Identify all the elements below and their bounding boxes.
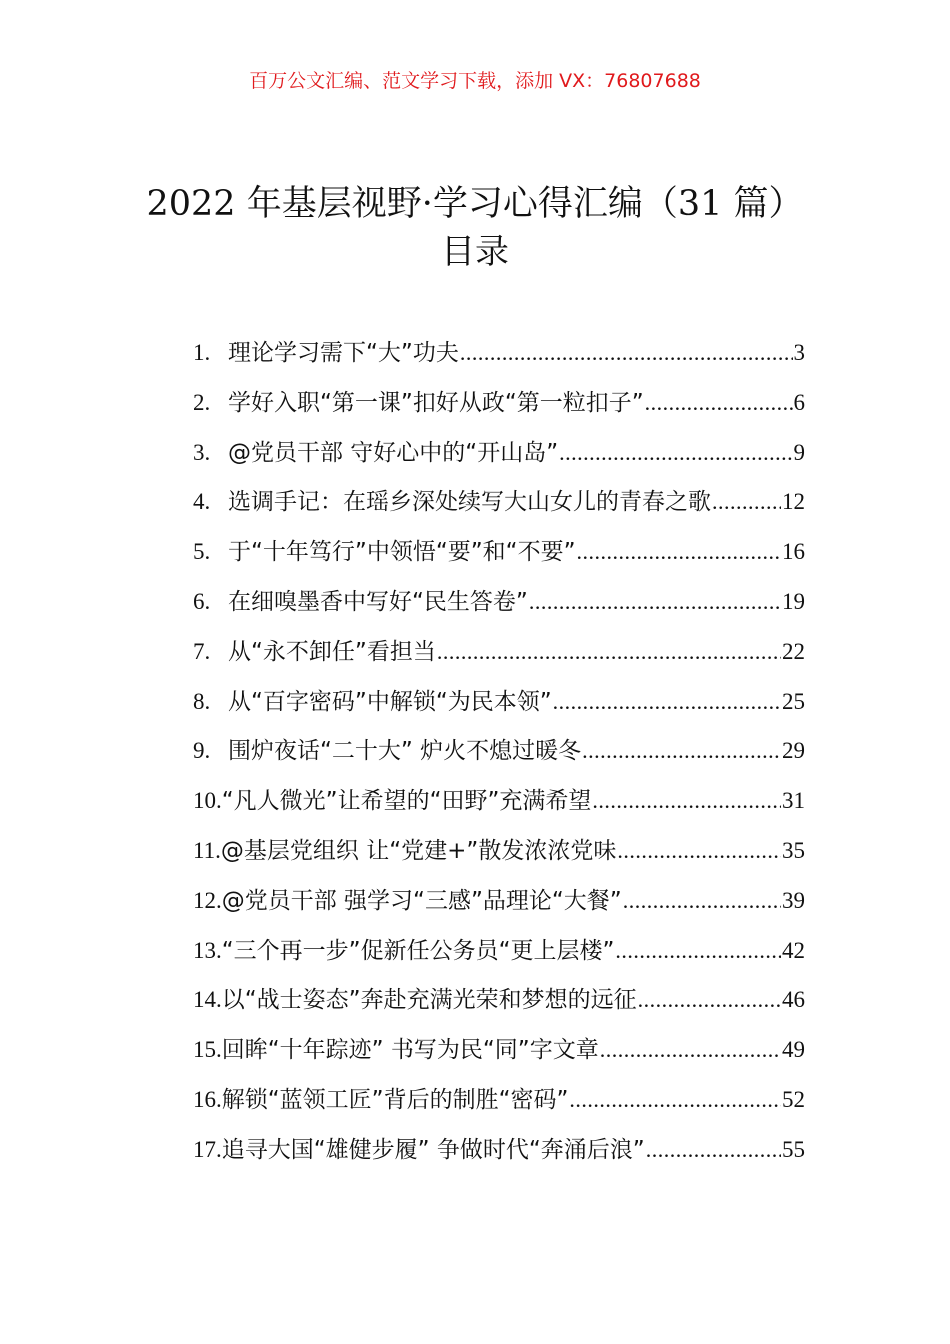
toc-dot-leader: [577, 527, 782, 577]
toc-entry[interactable]: [193, 577, 805, 627]
toc-dot-leader: [617, 826, 781, 876]
toc-entry-page-number: 25: [782, 688, 805, 714]
toc-entry-title: “凡人微光”让希望的“田野”充满希望: [221, 788, 592, 815]
toc-entry-title: @党员干部 守好心中的“开山岛”: [228, 439, 559, 466]
toc-entry-title: 围炉夜话“二十大” 炉火不熄过暖冬: [228, 738, 582, 765]
toc-entry[interactable]: [193, 1075, 805, 1125]
toc-dot-leader: [615, 926, 781, 976]
toc-entry-title: 从“永不卸任”看担当: [228, 638, 436, 665]
toc-entry-page-number: 42: [782, 937, 805, 963]
toc-dot-leader: [559, 428, 792, 478]
toc-entry-title: 追寻大国“雄健步履” 争做时代“奔涌后浪”: [221, 1136, 645, 1163]
toc-entry-title: 在细嗅墨香中写好“民生答卷”: [228, 588, 528, 615]
toc-entry-page-number: 9: [793, 439, 805, 465]
toc-entry[interactable]: [193, 826, 805, 876]
toc-entry-page-number: 52: [782, 1086, 805, 1112]
toc-dot-leader: [712, 477, 781, 527]
toc-entry-number: 5.: [193, 539, 211, 565]
toc-entry-number: 4.: [193, 489, 211, 515]
toc-entry-title: 以“战士姿态”奔赴充满光荣和梦想的远征: [221, 987, 637, 1014]
toc-dot-leader: [600, 1025, 781, 1075]
toc-entry[interactable]: [193, 975, 805, 1025]
toc-entry-number: 8.: [193, 688, 211, 714]
toc-entry-number: 7.: [193, 638, 211, 664]
toc-entry[interactable]: [193, 1125, 805, 1175]
toc-entry-page-number: 22: [782, 638, 805, 664]
toc-entry-number: 17.: [193, 1136, 222, 1162]
toc-dot-leader: [460, 328, 793, 378]
toc-entry-title: @党员干部 强学习“三感”品理论“大餐”: [221, 887, 622, 914]
toc-entry[interactable]: [193, 926, 805, 976]
toc-dot-leader: [638, 975, 781, 1025]
toc-entry-title: “三个再一步”促新任公务员“更上层楼”: [221, 937, 615, 964]
toc-entry-page-number: 3: [793, 340, 805, 365]
watermark-text: 百万公文汇编、范文学习下载，添加 VX：76807688: [249, 70, 701, 92]
toc-entry-title: 学好入职“第一课”扣好从政“第一粒扣子”: [228, 389, 644, 416]
toc-entry-title: 回眸“十年踪迹” 书写为民“同”字文章: [221, 1037, 599, 1064]
toc-entry-title: @基层党组织 让“党建+”散发浓浓党味: [220, 837, 617, 864]
toc-entry-number: 3.: [193, 439, 211, 465]
toc-dot-leader: [437, 627, 781, 677]
toc-dot-leader: [592, 776, 781, 826]
toc-entry-title: 选调手记：在瑶乡深处续写大山女儿的青春之歌: [228, 489, 711, 516]
toc-entry-page-number: 29: [782, 738, 805, 764]
toc-dot-leader: [569, 1075, 781, 1125]
toc-entry[interactable]: [193, 627, 805, 677]
toc-entry[interactable]: [193, 378, 805, 428]
toc-dot-leader: [529, 577, 781, 627]
toc-entry-number: 12.: [193, 887, 222, 913]
toc-entry-number: 6.: [193, 588, 211, 614]
toc-dot-leader: [623, 876, 781, 926]
toc-entry-page-number: 55: [782, 1136, 805, 1162]
toc-heading: 目录: [441, 232, 509, 272]
toc-entry-number: 10.: [193, 788, 222, 814]
toc-dot-leader: [646, 1125, 781, 1175]
toc-entry-page-number: 46: [782, 987, 805, 1013]
toc-entry[interactable]: [193, 428, 805, 478]
toc-entry-title: 于“十年笃行”中领悟“要”和“不要”: [228, 539, 576, 566]
toc-entry[interactable]: [193, 876, 805, 926]
toc-entry-page-number: 31: [782, 788, 805, 814]
toc-dot-leader: [553, 677, 781, 727]
toc-entry-page-number: 35: [782, 837, 805, 863]
toc-entry-number: 14.: [193, 987, 222, 1013]
toc-entry-page-number: 16: [782, 539, 805, 565]
toc-dot-leader: [645, 378, 793, 428]
toc-entry-number: 9.: [193, 738, 211, 764]
toc-entry[interactable]: [193, 328, 805, 378]
toc-entry-page-number: 12: [782, 489, 805, 515]
toc-entry-number: 15.: [193, 1037, 222, 1063]
toc-entry-title: 理论学习需下“大”功夫: [228, 340, 459, 366]
toc-entry-page-number: 39: [782, 887, 805, 913]
toc-entry-number: 11.: [193, 837, 221, 863]
toc-entry[interactable]: [193, 477, 805, 527]
toc-entry-page-number: 6: [793, 389, 805, 415]
table-of-contents: [193, 328, 805, 1175]
toc-entry-title: 从“百字密码”中解锁“为民本领”: [228, 688, 552, 715]
toc-entry[interactable]: [193, 527, 805, 577]
toc-entry-page-number: 19: [782, 588, 805, 614]
toc-entry-page-number: 49: [782, 1037, 805, 1063]
toc-entry-number: 16.: [193, 1086, 222, 1112]
toc-entry[interactable]: [193, 677, 805, 727]
toc-entry-number: 2.: [193, 389, 211, 415]
document-title: 2022 年基层视野·学习心得汇编（31 篇）: [146, 184, 804, 224]
toc-entry[interactable]: [193, 1025, 805, 1075]
toc-dot-leader: [582, 726, 781, 776]
toc-entry[interactable]: [193, 726, 805, 776]
toc-entry[interactable]: [193, 776, 805, 826]
toc-entry-title: 解锁“蓝领工匠”背后的制胜“密码”: [221, 1086, 569, 1113]
toc-entry-number: 13.: [193, 937, 222, 963]
toc-entry-number: 1.: [193, 340, 211, 365]
